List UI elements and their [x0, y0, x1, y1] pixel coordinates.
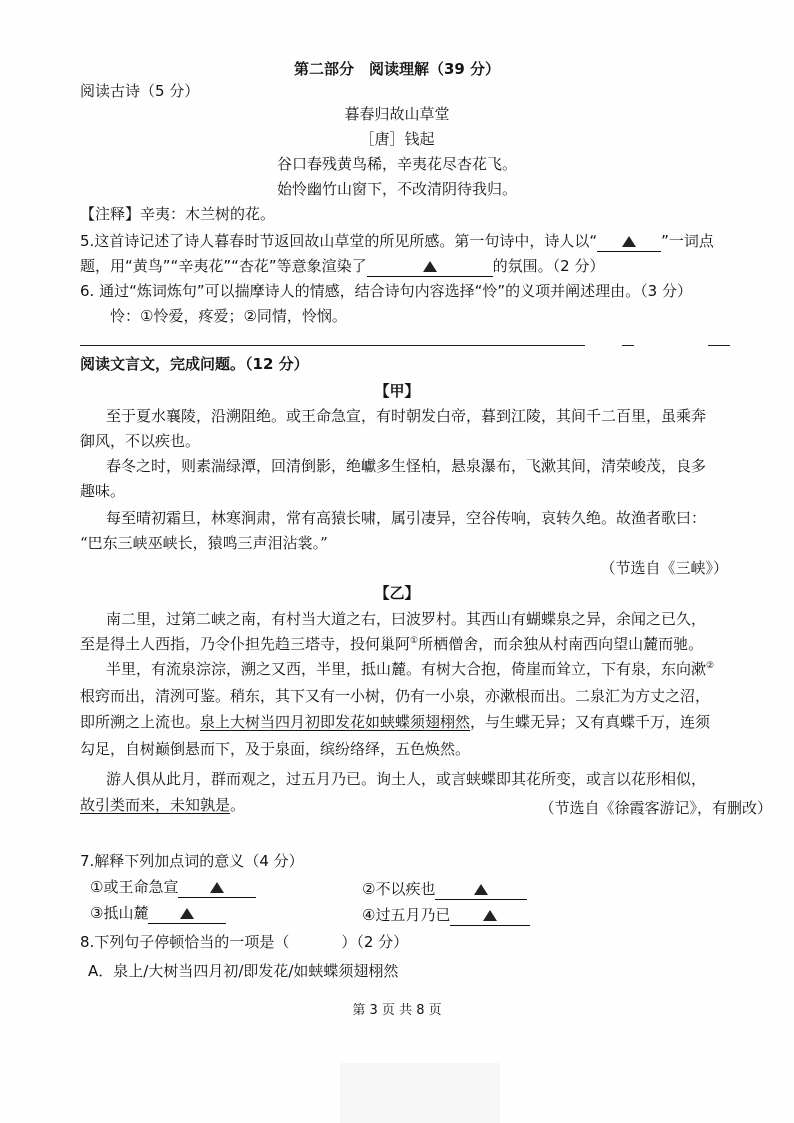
answer-line-fragment [708, 345, 730, 346]
question-7-item-1 [90, 878, 256, 898]
question-7-blank-1[interactable] [178, 882, 256, 898]
question-7-blank-2[interactable] [435, 884, 527, 900]
passage-b-line [106, 660, 714, 678]
answer-line[interactable] [80, 345, 585, 346]
question-8-option-a: A．泉上/大树当四月初/即发花/如蛱蝶须翅栩然 [88, 962, 399, 980]
passage-b-text: 即所溯之上流也。 [80, 713, 201, 731]
passage-b-text: 半里，有流泉淙淙，溯之又西，半里，抵山麓。有树大合抱，倚崖而耸立，下有泉，东向漱 [106, 660, 707, 678]
poem-author: ［唐］钱起 [359, 130, 435, 148]
passage-b-text: 所栖僧舍，而余独从村南西向望山麓而驰。 [418, 635, 704, 653]
passage-a-label: 【甲】 [374, 382, 420, 400]
passage-b-line [80, 713, 710, 731]
passage-a-line: 至于夏水襄陵，沿溯阻绝。或王命急宣，有时朝发白帝，暮到江陵，其间千二百里，虽乘奔 [106, 407, 707, 425]
passage-b-line [80, 635, 703, 653]
answer-marker-icon [423, 261, 437, 272]
poem-section-heading: 阅读古诗（5 分） [80, 82, 200, 100]
passage-a-source: （节选自《三峡》） [600, 559, 728, 577]
page-title: 第二部分 阅读理解（39 分） [293, 60, 501, 78]
answer-marker-icon [180, 908, 194, 919]
underlined-sentence: 泉上大树当四月初即发花如蛱蝶须翅栩然 [200, 713, 471, 731]
passage-a-line: 每至晴初霜旦，林寒涧肃，常有高猿长啸，属引凄异，空谷传响，哀转久绝。故渔者歌曰： [106, 509, 707, 527]
question-8-text-a: 8.下列句子停顿恰当的一项是（ [80, 933, 290, 951]
question-6-options: 怜：①怜爱，疼爱；②同情，怜悯。 [110, 307, 347, 325]
question-7-blank-3[interactable] [148, 908, 226, 924]
question-5-text-d: 的氛围。（2 分） [492, 257, 605, 275]
underlined-sentence: 故引类而来，未知孰是 [80, 796, 231, 814]
answer-marker-icon [210, 882, 224, 893]
footnote-marker: ② [706, 661, 715, 671]
passage-b-text: ，与生蝶无异；又有真蝶千万，连须 [470, 713, 711, 731]
question-7-blank-4[interactable] [450, 910, 530, 926]
prose-section-heading: 阅读文言文，完成问题。（12 分） [80, 355, 309, 373]
passage-a-line: 御风，不以疾也。 [80, 432, 201, 450]
question-7-item-text: ②不以疾也 [362, 880, 436, 898]
passage-a-line: 趣味。 [80, 482, 126, 500]
answer-marker-icon [622, 236, 636, 247]
question-5-blank-2[interactable] [367, 261, 493, 277]
question-7-item-4 [362, 906, 530, 926]
footnote-marker: ① [410, 636, 419, 646]
poem-line-1: 谷口春残黄鸟稀，辛夷花尽杏花飞。 [276, 155, 517, 173]
question-5-line-2 [80, 257, 604, 277]
question-5-text-c: 题，用“黄鸟”“辛夷花”“杏花”等意象渲染了 [80, 257, 367, 275]
poem-line-2: 始怜幽竹山窗下，不改清阴待我归。 [276, 180, 517, 198]
answer-line-fragment [622, 345, 634, 346]
question-5-line-1 [80, 232, 714, 252]
question-7-item-text: ①或王命急宣 [90, 878, 179, 896]
poem-note: 【注释】辛夷：木兰树的花。 [80, 205, 276, 223]
passage-b-label: 【乙】 [374, 584, 420, 602]
question-8-stem [80, 933, 408, 951]
question-7-item-3 [90, 904, 226, 924]
question-6-stem: 6. 通过“炼词炼句”可以揣摩诗人的情感，结合诗句内容选择“怜”的义项并阐述理由。（3 分） [80, 282, 692, 300]
page-number: 第 3 页 共 8 页 [352, 1003, 442, 1018]
question-8-text-b: ）（2 分） [341, 933, 409, 951]
answer-marker-icon [483, 910, 497, 921]
passage-b-line: 勾足，自树巅倒悬而下，及于泉面，缤纷络绎，五色焕然。 [80, 740, 471, 758]
passage-b-line: 游人俱从此月，群而观之，过五月乃已。询土人，或言蛱蝶即其花所变，或言以花形相似， [106, 770, 707, 788]
question-5-text-b: ”一词点 [661, 232, 714, 250]
passage-a-line: 春冬之时，则素湍绿潭，回清倒影，绝巘多生怪柏，悬泉瀑布，飞漱其间，清荣峻茂，良多 [106, 457, 707, 475]
question-7-item-text: ④过五月乃已 [362, 906, 451, 924]
answer-marker-icon [474, 884, 488, 895]
question-5-text-a: 5.这首诗记述了诗人暮春时节返回故山草堂的所见所感。第一句诗中，诗人以“ [80, 232, 598, 250]
question-5-blank-1[interactable] [597, 236, 661, 252]
poem-title: 暮春归故山草堂 [344, 105, 450, 123]
passage-b-line: 南二里，过第二峡之南，有村当大道之右，曰波罗村。其西山有蝴蝶泉之异，余闻之已久， [106, 610, 707, 628]
question-7-item-text: ③抵山麓 [90, 904, 149, 922]
passage-b-text: 至是得土人西指，乃令仆担先趋三塔寺，投何巢阿 [80, 635, 411, 653]
passage-b-text: 。 [230, 796, 246, 814]
passage-a-line: “巴东三峡巫峡长，猿鸣三声泪沾裳。” [80, 534, 328, 552]
passage-b-source: （节选自《徐霞客游记》，有删改） [539, 799, 772, 817]
scan-artifact [340, 1063, 500, 1123]
question-7-stem: 7.解释下列加点词的意义（4 分） [80, 852, 304, 870]
passage-b-line: 根窍而出，清洌可鉴。稍东，其下又有一小树，仍有一小泉，亦漱根而出。二泉汇为方丈之沼， [80, 687, 711, 705]
passage-b-line [80, 796, 245, 814]
question-7-item-2 [362, 880, 527, 900]
